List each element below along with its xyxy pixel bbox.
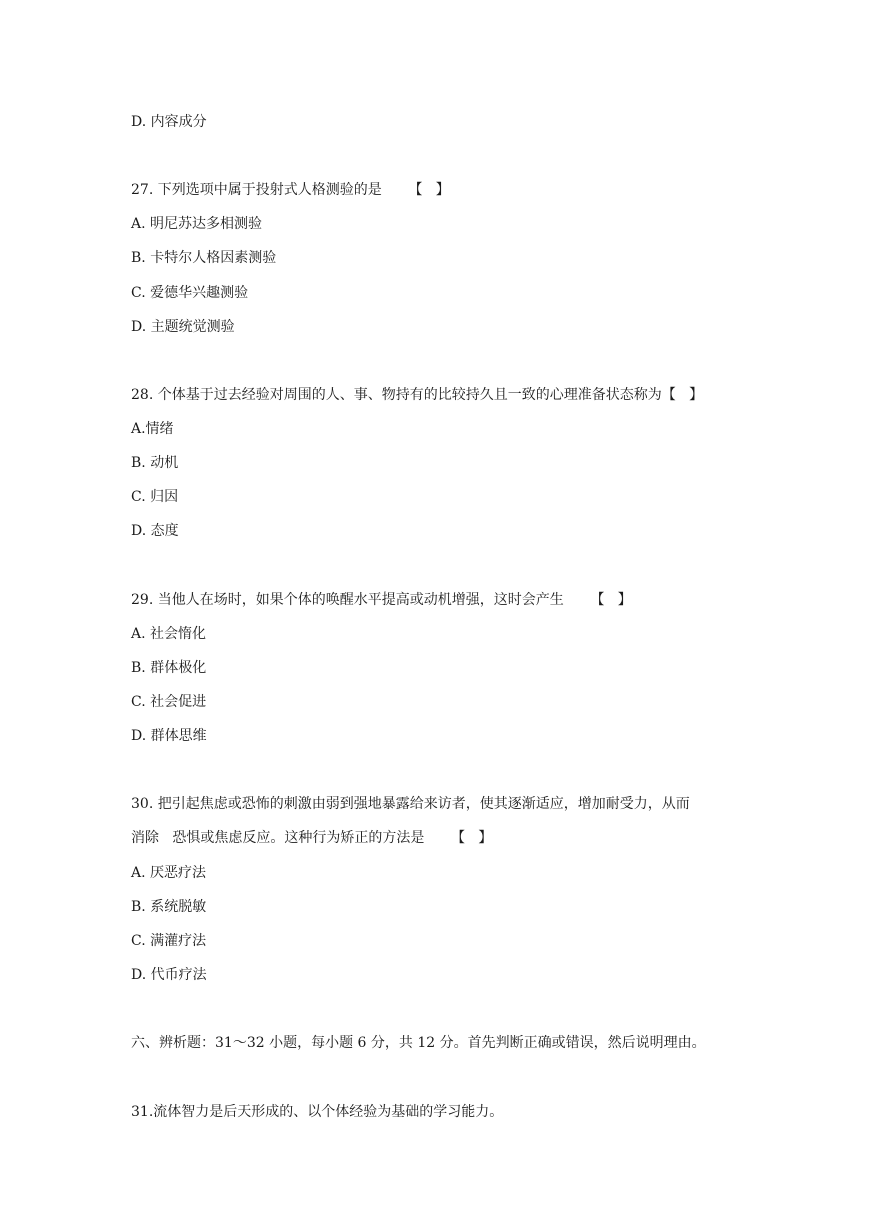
q26-option-d: D. 内容成分 <box>131 114 207 130</box>
q30-option-b: B. 系统脱敏 <box>131 899 207 915</box>
q30-option-a: A. 厌恶疗法 <box>131 865 207 881</box>
q28-stem: 28. 个体基于过去经验对周围的人、事、物持有的比较持久且一致的心理准备状态称为【 】 <box>131 387 704 403</box>
q28-option-a: A.情绪 <box>131 421 174 437</box>
q27-stem: 27. 下列选项中属于投射式人格测验的是 【 】 <box>131 182 450 198</box>
q27-option-d: D. 主题统觉测验 <box>131 319 235 335</box>
q30-stem-line-2: 消除 恐惧或焦虑反应。这种行为矫正的方法是 【 】 <box>131 830 493 846</box>
q29-option-d: D. 群体思维 <box>131 728 207 744</box>
q30-option-d: D. 代币疗法 <box>131 967 207 983</box>
q31-stem: 31.流体智力是后天形成的、以个体经验为基础的学习能力。 <box>131 1104 504 1120</box>
q29-option-a: A. 社会惰化 <box>131 626 207 642</box>
q28-option-d: D. 态度 <box>131 523 179 539</box>
q29-option-b: B. 群体极化 <box>131 660 207 676</box>
q29-option-c: C. 社会促进 <box>131 694 207 710</box>
q28-option-b: B. 动机 <box>131 455 179 471</box>
q30-option-c: C. 满灌疗法 <box>131 933 207 949</box>
q28-option-c: C. 归因 <box>131 489 179 505</box>
q29-stem: 29. 当他人在场时，如果个体的唤醒水平提高或动机增强，这时会产生 【 】 <box>131 592 632 608</box>
q27-option-b: B. 卡特尔人格因素测验 <box>131 250 277 266</box>
q30-stem-line-1: 30. 把引起焦虑或恐怖的刺激由弱到强地暴露给来访者，使其逐渐适应，增加耐受力，从而 <box>131 796 690 812</box>
q27-option-c: C. 爱德华兴趣测验 <box>131 285 249 301</box>
section-6-heading: 六、辨析题：31～32 小题，每小题 6 分，共 12 分。首先判断正确或错误，然后说明理由。 <box>131 1035 706 1051</box>
q27-option-a: A. 明尼苏达多相测验 <box>131 216 263 232</box>
